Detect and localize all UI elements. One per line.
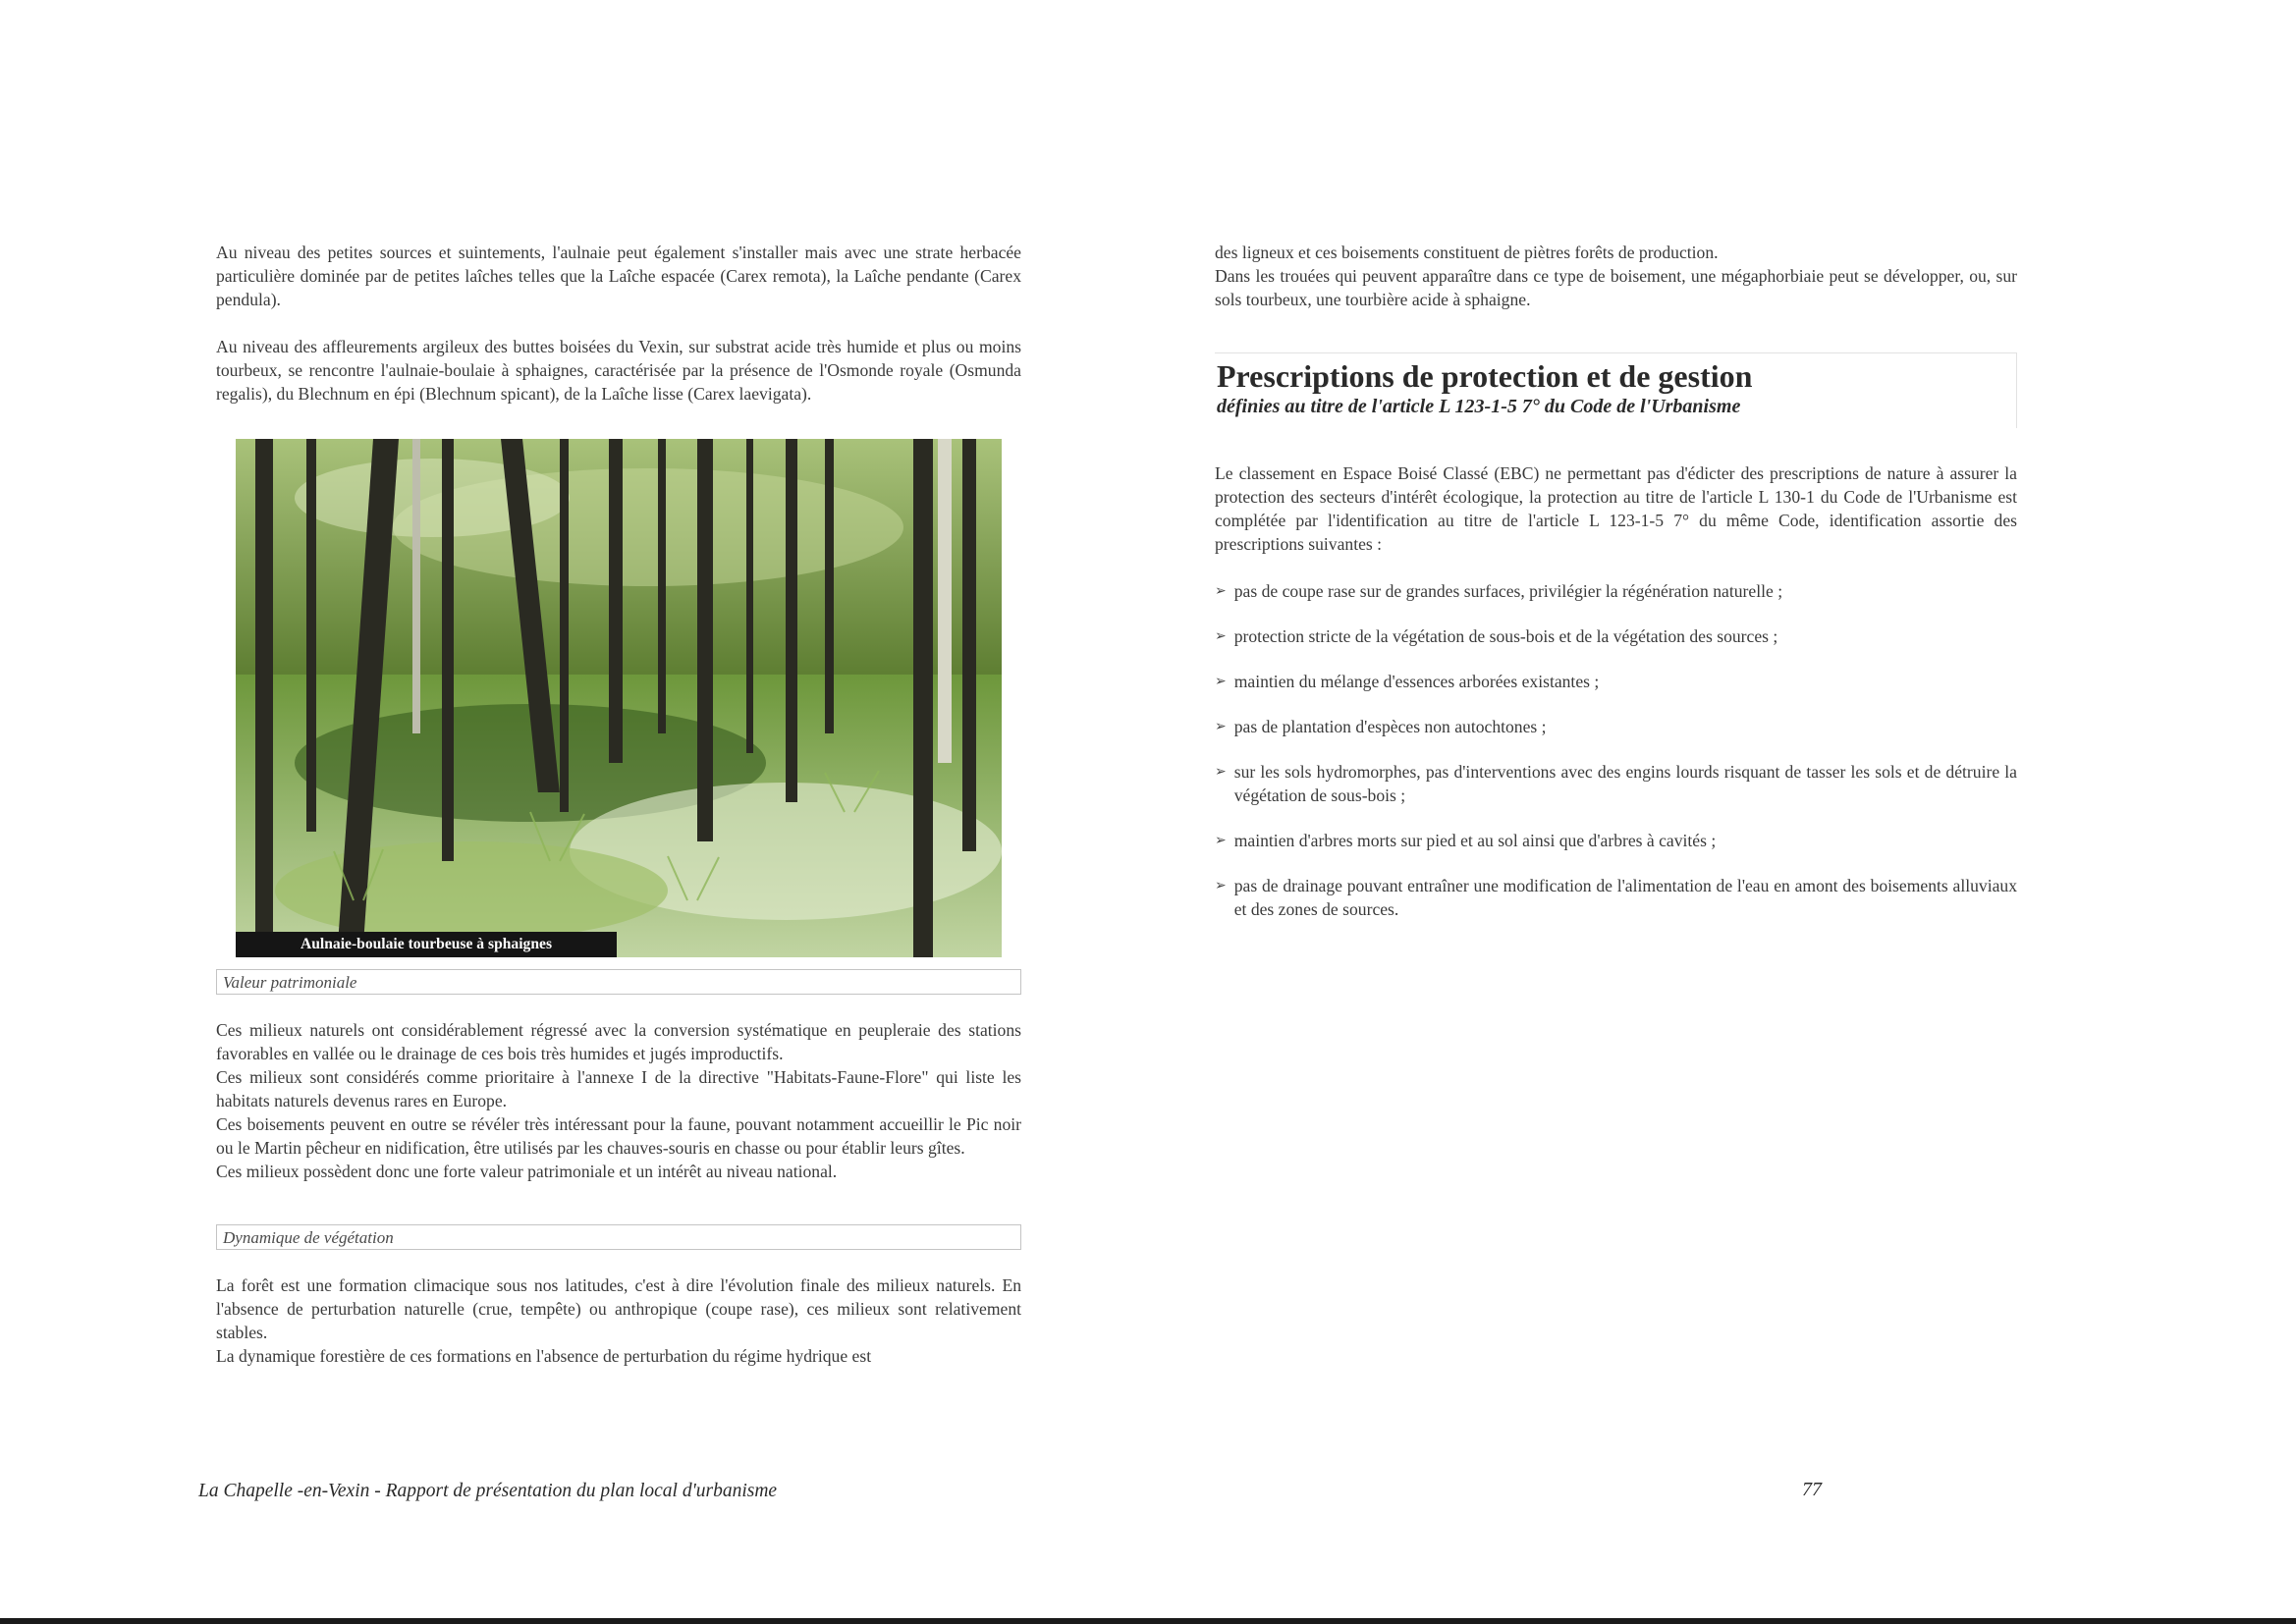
paragraph-trouees: Dans les trouées qui peuvent apparaître dans ce type de boisement, une mégaphorbiaie peut se développer, ou, sur sols tourbeux, une tourbière acide à sphaigne.: [1215, 266, 2017, 309]
list-item: ➢ protection stricte de la végétation de sous-bois et de la végétation des sources ;: [1215, 626, 1778, 646]
section-valeur-patrimoniale-body: [216, 1018, 1021, 1183]
list-item: ➢ sur les sols hydromorphes, pas d'interventions avec des engins lourds risquant de tasser les sols et de détruire la végétation de sous-bois ;: [1215, 762, 2017, 805]
arrow-bullet-icon: ➢: [1215, 764, 1227, 780]
section-dynamique-body: [216, 1273, 1021, 1368]
paragraph-sources: Au niveau des petites sources et suintements, l'aulnaie peut également s'installer mais avec une strate herbacée particulière dominée par de petites laîches telles que la Laîche espacée (Carex remota), la Laîche pendante (Carex pendula).: [216, 243, 1021, 309]
prescriptions-heading: [1215, 352, 2017, 428]
paragraph-affleurements: Au niveau des affleurements argileux des buttes boisées du Vexin, sur substrat acide très humide et plus ou moins tourbeux, se rencontre l'aulnaie-boulaie à sphaignes, caractérisée par la présence de l'Osmonde royale (Osmunda regalis), du Blechnum en épi (Blechnum spicant), de la Laîche lisse (Carex laevigata).: [216, 337, 1021, 404]
paragraph: La forêt est une formation climacique sous nos latitudes, c'est à dire l'évolution finale des milieux naturels. En l'absence de perturbation naturelle (crue, tempête) ou anthropique (coupe rase), ces milieux sont relativement stables.: [216, 1275, 1021, 1342]
paragraph-ligneux: des ligneux et ces boisements constituent de piètres forêts de production.: [1215, 243, 1719, 262]
arrow-bullet-icon: ➢: [1215, 833, 1227, 848]
forest-photo: [236, 439, 1002, 957]
paragraph: Ces milieux possèdent donc une forte valeur patrimoniale et un intérêt au niveau national.: [216, 1162, 838, 1181]
section-title-dynamique-vegetation: Dynamique de végétation: [216, 1224, 1021, 1250]
page-number: 77: [1802, 1479, 1822, 1500]
right-column: [1215, 241, 2017, 921]
prescriptions-title: Prescriptions de protection et de gestion: [1217, 358, 1753, 394]
section-title-valeur-patrimoniale: Valeur patrimoniale: [216, 969, 1021, 995]
list-item: ➢ pas de plantation d'espèces non autochtones ;: [1215, 717, 1547, 736]
list-item: ➢ pas de drainage pouvant entraîner une modification de l'alimentation de l'eau en amont des boisements alluviaux et des zones de sources.: [1215, 876, 2017, 919]
list-item: ➢ maintien d'arbres morts sur pied et au sol ainsi que d'arbres à cavités ;: [1215, 831, 1717, 850]
list-item: ➢ maintien du mélange d'essences arborées existantes ;: [1215, 672, 1600, 691]
scan-edge-divider: [0, 1618, 2296, 1624]
arrow-bullet-icon: ➢: [1215, 583, 1227, 599]
list-item: ➢ pas de coupe rase sur de grandes surfaces, privilégier la régénération naturelle ;: [1215, 581, 1783, 601]
forest-photo-illustration: [236, 439, 1002, 957]
footer-document-title: La Chapelle -en-Vexin - Rapport de présentation du plan local d'urbanisme: [198, 1481, 778, 1501]
prescriptions-intro: Le classement en Espace Boisé Classé (EBC) ne permettant pas d'édicter des prescriptions de nature à assurer la protection des secteurs d'intérêt écologique, la protection au titre de l'article L 130-1 du Code de l'Urbanisme est complétée par l'identification au titre de l'article L 123-1-5 7° du même Code, identification assortie des prescriptions suivantes :: [1215, 463, 2017, 554]
arrow-bullet-icon: ➢: [1215, 719, 1227, 734]
prescriptions-list: [1215, 579, 2017, 921]
left-column: [216, 241, 1021, 1368]
paragraph: Ces boisements peuvent en outre se révéler très intéressant pour la faune, pouvant notamment accueillir le Pic noir ou le Martin pêcheur en nidification, être utilisés par les chauves-souris en chasse ou pour établir leurs gîtes.: [216, 1114, 1021, 1158]
paragraph: Ces milieux sont considérés comme prioritaire à l'annexe I de la directive "Habitats-Faune-Flore" qui liste les habitats naturels devenus rares en Europe.: [216, 1067, 1021, 1110]
photo-caption: Aulnaie-boulaie tourbeuse à sphaignes: [236, 932, 617, 957]
paragraph: Ces milieux naturels ont considérablement régressé avec la conversion systématique en peupleraie des stations favorables en vallée ou le drainage de ces bois très humides et jugés improductifs.: [216, 1020, 1021, 1063]
arrow-bullet-icon: ➢: [1215, 878, 1227, 893]
arrow-bullet-icon: ➢: [1215, 628, 1227, 644]
arrow-bullet-icon: ➢: [1215, 674, 1227, 689]
prescriptions-subtitle: définies au titre de l'article L 123-1-5 7° du Code de l'Urbanisme: [1217, 396, 1741, 417]
paragraph: La dynamique forestière de ces formations en l'absence de perturbation du régime hydrique est: [216, 1346, 872, 1366]
